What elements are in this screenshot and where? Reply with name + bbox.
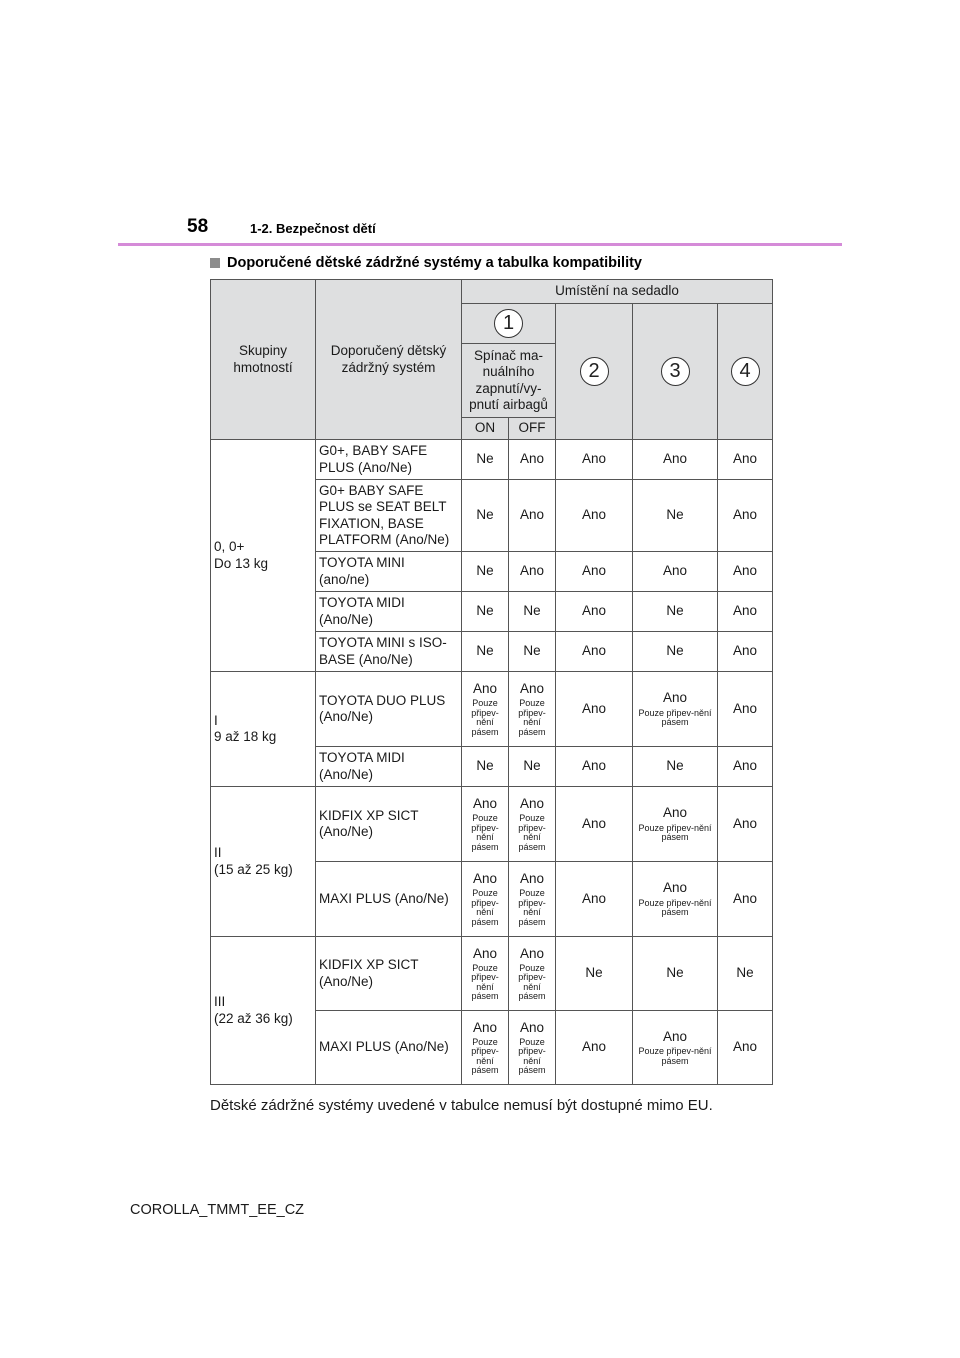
compatibility-table [210, 279, 773, 1085]
table-heading [210, 255, 642, 271]
cell-off: Ne [509, 747, 556, 787]
seat-1-number-icon: 1 [494, 309, 523, 338]
system-name: KIDFIX XP SICT (Ano/Ne) [316, 787, 462, 862]
cell-seat-2: Ano [556, 747, 633, 787]
cell-seat-3: Ano Pouze připev-nění pásem [633, 1011, 718, 1085]
cell-off: Ano [509, 552, 556, 592]
system-name: MAXI PLUS (Ano/Ne) [316, 862, 462, 937]
cell-seat-3: Ne [633, 747, 718, 787]
cell-seat-4: Ano [718, 480, 773, 552]
cell-off: Ano Pouze připev-nění pásem [509, 1011, 556, 1085]
header-seat-4 [718, 304, 773, 440]
cell-seat-3: Ano [633, 552, 718, 592]
cell-on: Ano Pouze připev-nění pásem [462, 1011, 509, 1085]
cell-seat-4: Ano [718, 440, 773, 480]
cell-seat-4: Ano [718, 672, 773, 747]
cell-seat-3: Ano Pouze připev-nění pásem [633, 672, 718, 747]
cell-off: Ano Pouze připev-nění pásem [509, 672, 556, 747]
cell-on: Ne [462, 632, 509, 672]
square-bullet-icon [210, 258, 220, 268]
group-0-label: 0, 0+ Do 13 kg [211, 440, 316, 672]
cell-seat-3: Ne [633, 937, 718, 1011]
cell-on: Ano Pouze připev-nění pásem [462, 862, 509, 937]
cell-seat-3: Ne [633, 480, 718, 552]
document-code: COROLLA_TMMT_EE_CZ [130, 1202, 305, 1218]
section-title: 1-2. Bezpečnost dětí [250, 221, 376, 236]
cell-on: Ne [462, 747, 509, 787]
cell-seat-3: Ano [633, 440, 718, 480]
table-row [211, 787, 773, 862]
header-airbag-on: ON [462, 418, 509, 440]
seat-4-number-icon: 4 [731, 357, 760, 386]
cell-seat-2: Ano [556, 480, 633, 552]
group-1-label: I 9 až 18 kg [211, 672, 316, 787]
seat-2-number-icon: 2 [580, 357, 609, 386]
table-row [211, 672, 773, 747]
cell-on: Ne [462, 592, 509, 632]
cell-seat-4: Ano [718, 787, 773, 862]
cell-seat-2: Ne [556, 937, 633, 1011]
system-name: G0+ BABY SAFE PLUS se SEAT BELT FIXATION, BASE PLATFORM (Ano/Ne) [316, 480, 462, 552]
cell-seat-3: Ne [633, 592, 718, 632]
cell-seat-2: Ano [556, 1011, 633, 1085]
header-seat-2 [556, 304, 633, 440]
cell-on: Ne [462, 480, 509, 552]
header-seat-position: Umístění na sedadlo [462, 280, 773, 304]
table-row [211, 440, 773, 480]
cell-seat-2: Ano [556, 672, 633, 747]
system-name: TOYOTA MINI (ano/ne) [316, 552, 462, 592]
cell-seat-4: Ano [718, 747, 773, 787]
cell-off: Ano Pouze připev-nění pásem [509, 937, 556, 1011]
cell-on: Ano Pouze připev-nění pásem [462, 937, 509, 1011]
cell-seat-2: Ano [556, 632, 633, 672]
cell-on: Ne [462, 552, 509, 592]
cell-seat-3: Ano Pouze připev-nění pásem [633, 862, 718, 937]
cell-off: Ano [509, 480, 556, 552]
system-name: TOYOTA DUO PLUS (Ano/Ne) [316, 672, 462, 747]
cell-seat-2: Ano [556, 862, 633, 937]
header-airbag-switch: Spínač ma-nuálního zapnutí/vy-pnutí airbagů [462, 344, 556, 418]
cell-seat-4: Ano [718, 552, 773, 592]
cell-off: Ne [509, 592, 556, 632]
header-rule [118, 243, 842, 246]
cell-seat-4: Ne [718, 937, 773, 1011]
cell-off: Ne [509, 632, 556, 672]
cell-seat-2: Ano [556, 592, 633, 632]
system-name: TOYOTA MINI s ISO-BASE (Ano/Ne) [316, 632, 462, 672]
table-heading-text: Doporučené dětské zádržné systémy a tabulka kompatibility [227, 255, 642, 271]
cell-seat-4: Ano [718, 592, 773, 632]
header-seat-3 [633, 304, 718, 440]
cell-seat-4: Ano [718, 862, 773, 937]
table-row [211, 937, 773, 1011]
system-name: MAXI PLUS (Ano/Ne) [316, 1011, 462, 1085]
cell-on: Ano Pouze připev-nění pásem [462, 672, 509, 747]
system-name: TOYOTA MIDI (Ano/Ne) [316, 592, 462, 632]
header-airbag-off: OFF [509, 418, 556, 440]
cell-on: Ano Pouze připev-nění pásem [462, 787, 509, 862]
header-seat-1 [462, 304, 556, 344]
cell-seat-3: Ano Pouze připev-nění pásem [633, 787, 718, 862]
system-name: TOYOTA MIDI (Ano/Ne) [316, 747, 462, 787]
cell-off: Ano [509, 440, 556, 480]
cell-seat-2: Ano [556, 440, 633, 480]
header-weight-groups: Skupiny hmotností [211, 280, 316, 440]
cell-seat-4: Ano [718, 1011, 773, 1085]
cell-off: Ano Pouze připev-nění pásem [509, 862, 556, 937]
cell-seat-2: Ano [556, 787, 633, 862]
group-2-label: II (15 až 25 kg) [211, 787, 316, 937]
cell-seat-4: Ano [718, 632, 773, 672]
seat-3-number-icon: 3 [661, 357, 690, 386]
page-number: 58 [187, 216, 209, 237]
footnote: Dětské zádržné systémy uvedené v tabulce nemusí být dostupné mimo EU. [210, 1097, 713, 1114]
system-name: G0+, BABY SAFE PLUS (Ano/Ne) [316, 440, 462, 480]
cell-off: Ano Pouze připev-nění pásem [509, 787, 556, 862]
group-3-label: III (22 až 36 kg) [211, 937, 316, 1085]
cell-on: Ne [462, 440, 509, 480]
cell-seat-3: Ne [633, 632, 718, 672]
cell-seat-2: Ano [556, 552, 633, 592]
header-recommended-system: Doporučený dětský zádržný systém [316, 280, 462, 440]
system-name: KIDFIX XP SICT (Ano/Ne) [316, 937, 462, 1011]
